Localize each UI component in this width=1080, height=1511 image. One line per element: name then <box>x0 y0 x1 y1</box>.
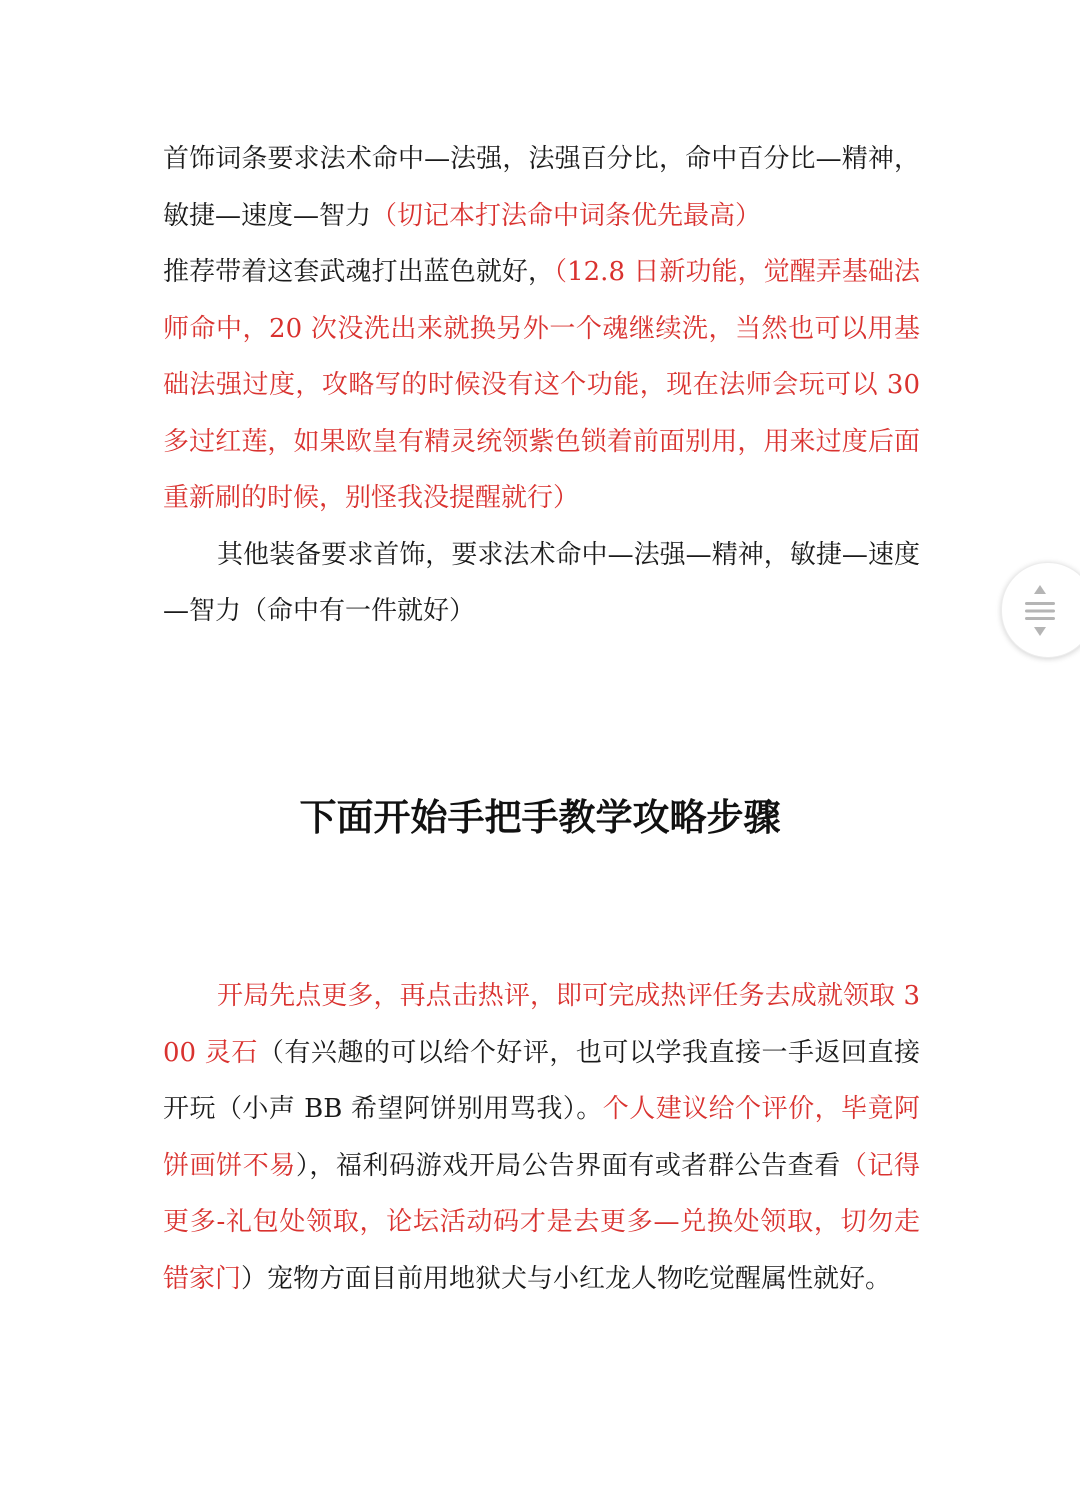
martial-soul-note: （12.8 日新功能，觉醒弄基础法师命中，20 次没洗出来就换另外一个魂继续洗，当然也可以用基础法强过度，攻略写的时候没有这个功能，现在法师会玩可以 30 多过红莲，如果欧皇有精灵统领紫色锁着前面别用，用来过度后面重新刷的时候，别怪我没提醒就行） <box>163 257 920 513</box>
paragraph-other-equipment: 其他装备要求首饰，要求法术命中—法强—精神，敏捷—速度—智力（命中有一件就好） <box>163 539 920 626</box>
document-body-steps <box>163 968 920 1307</box>
accessory-stats-note: （切记本打法命中词条优先最高） <box>371 200 762 231</box>
scroll-up-down-icon <box>1018 583 1062 639</box>
review-note: （有兴趣的可以给个好评，也可以学我直接一手返回直接开玩（小声 BB 希望阿饼别用骂我）。 <box>163 1037 920 1124</box>
review-suggestion: 个人建议给个评价，毕竟阿饼画饼不易 <box>163 1094 920 1181</box>
paragraph-martial-soul <box>163 244 920 527</box>
pet-advice-text: ）宠物方面目前用地狱犬与小红龙人物吃觉醒属性就好。 <box>241 1263 892 1294</box>
accessory-stats-text: 首饰词条要求法术命中—法强，法强百分比，命中百分比—精神，敏捷—速度—智力 <box>163 144 920 231</box>
paragraph-accessory-stats <box>163 131 920 244</box>
start-steps-text: 开局先点更多，再点击热评，即可完成热评任务去成就领取 300 灵石 <box>163 981 920 1068</box>
section-heading: 下面开始手把手教学攻略步骤 <box>299 796 781 839</box>
scroll-handle[interactable] <box>1001 562 1080 658</box>
welfare-code-text: ），福利码游戏开局公告界面有或者群公告查看 <box>295 1150 841 1181</box>
paragraph-start-steps <box>163 968 920 1307</box>
welfare-code-note: （记得更多-礼包处领取，论坛活动码才是去更多—兑换处领取，切勿走错家门 <box>163 1150 920 1294</box>
martial-soul-text: 推荐带着这套武魂打出蓝色就好， <box>163 257 555 287</box>
document-body <box>163 131 920 640</box>
